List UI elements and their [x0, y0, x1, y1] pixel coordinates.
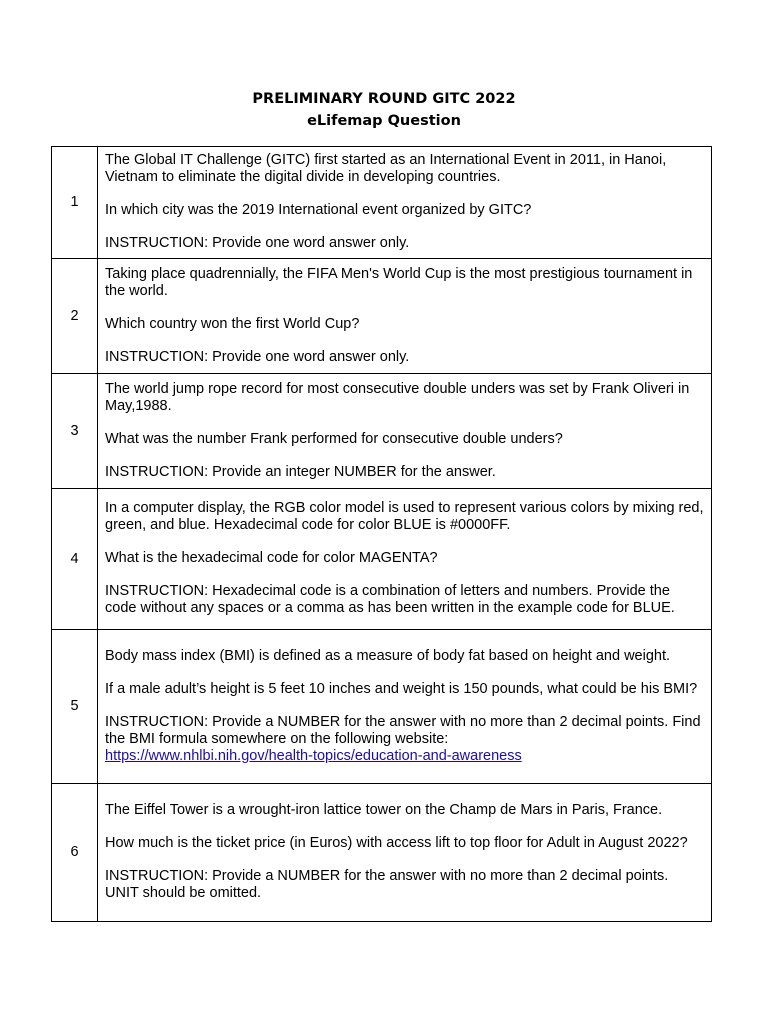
question-row	[52, 147, 712, 259]
question-content	[98, 784, 712, 922]
document-subtitle: eLifemap Question	[307, 113, 461, 129]
question-text: How much is the ticket price (in Euros) with access lift to top floor for Adult in August 2022?	[105, 835, 688, 851]
question-context: In a computer display, the RGB color model is used to represent various colors by mixing red, green, and blue. Hexadecimal code for color BLUE is #0000FF.	[105, 500, 704, 533]
questions-table	[51, 146, 712, 922]
question-context: Body mass index (BMI) is defined as a measure of body fat based on height and weight.	[105, 647, 671, 664]
question-number: 6	[52, 784, 98, 922]
question-content	[98, 259, 712, 374]
document-header	[0, 88, 768, 132]
question-row	[52, 784, 712, 922]
question-instruction: INSTRUCTION: Provide an integer NUMBER for the answer.	[105, 463, 496, 480]
question-instruction: INSTRUCTION: Hexadecimal code is a combination of letters and numbers. Provide the code without any spaces or a comma as has been written in the example code for BLUE.	[105, 583, 675, 616]
question-instruction: INSTRUCTION: Provide one word answer only.	[105, 348, 410, 365]
question-instruction: INSTRUCTION: Provide a NUMBER for the answer with no more than 2 decimal points. Find the BMI formula somewhere on the following website:	[105, 713, 701, 747]
question-number: 5	[52, 630, 98, 784]
question-row	[52, 489, 712, 630]
question-row	[52, 374, 712, 489]
question-row	[52, 630, 712, 784]
question-instruction-block	[105, 714, 705, 765]
question-content	[98, 489, 712, 630]
question-text: What is the hexadecimal code for color MAGENTA?	[105, 550, 438, 566]
question-instruction: INSTRUCTION: Provide a NUMBER for the answer with no more than 2 decimal points. UNIT should be omitted.	[105, 868, 669, 901]
question-content	[98, 374, 712, 489]
question-context: The Global IT Challenge (GITC) first started as an International Event in 2011, in Hanoi, Vietnam to eliminate the digital divide in developing countries.	[105, 152, 667, 185]
question-number: 3	[52, 374, 98, 489]
question-text: What was the number Frank performed for consecutive double unders?	[105, 430, 563, 447]
question-row	[52, 259, 712, 374]
question-text: If a male adult’s height is 5 feet 10 inches and weight is 150 pounds, what could be his BMI?	[105, 680, 698, 697]
question-number: 2	[52, 259, 98, 374]
question-instruction: INSTRUCTION: Provide one word answer only.	[105, 235, 410, 251]
question-content	[98, 147, 712, 259]
question-context: Taking place quadrennially, the FIFA Men's World Cup is the most prestigious tournament in the world.	[105, 265, 693, 299]
question-number: 1	[52, 147, 98, 259]
document-title: PRELIMINARY ROUND GITC 2022	[252, 91, 516, 107]
question-text: In which city was the 2019 International event organized by GITC?	[105, 202, 532, 218]
question-number: 4	[52, 489, 98, 630]
question-content	[98, 630, 712, 784]
nhlbi-website-link[interactable]: https://www.nhlbi.nih.gov/health-topics/education-and-awareness	[105, 747, 522, 764]
question-context: The world jump rope record for most consecutive double unders was set by Frank Oliveri in May,1988.	[105, 380, 690, 414]
question-context: The Eiffel Tower is a wrought-iron lattice tower on the Champ de Mars in Paris, France.	[105, 802, 663, 818]
question-text: Which country won the first World Cup?	[105, 315, 360, 332]
